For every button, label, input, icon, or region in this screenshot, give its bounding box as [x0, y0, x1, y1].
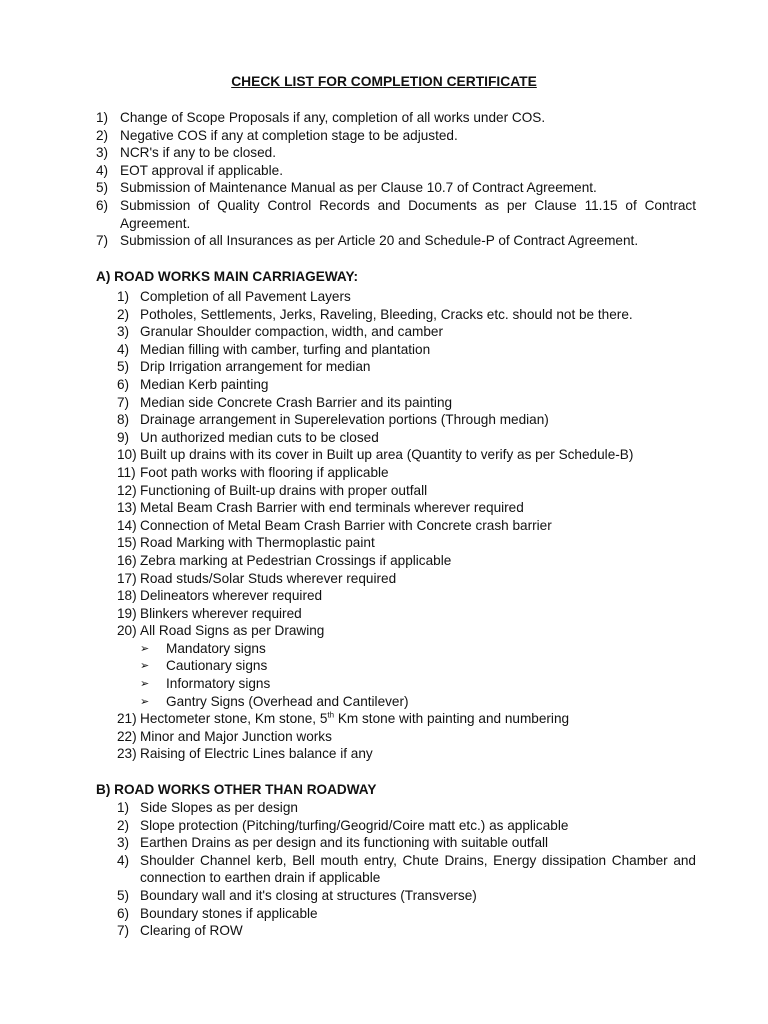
list-item: [117, 464, 696, 482]
sub-item-text: Mandatory signs: [166, 640, 266, 656]
item-number: 2): [117, 817, 130, 833]
list-item: [96, 144, 696, 162]
list-item: [117, 710, 696, 728]
item-text: Un authorized median cuts to be closed: [140, 429, 379, 445]
item-text: Potholes, Settlements, Jerks, Raveling, Bleeding, Cracks etc. should not be there.: [140, 306, 633, 322]
item-number: 4): [117, 852, 130, 868]
list-item: [117, 323, 696, 341]
item-text: Median side Concrete Crash Barrier and its painting: [140, 394, 453, 410]
list-item: [117, 552, 696, 570]
item-text: Slope protection (Pitching/turfing/Geogrid/Coire matt etc.) as applicable: [140, 817, 569, 833]
list-item: [117, 306, 696, 324]
list-item: [117, 587, 696, 605]
item-text: Delineators wherever required: [140, 588, 323, 604]
item-number: 20): [117, 623, 137, 639]
item-number: 1): [96, 110, 109, 125]
item-number: 11): [117, 464, 136, 480]
item-number: 3): [117, 835, 130, 851]
sub-item-text: Cautionary signs: [166, 658, 268, 674]
list-item: [117, 482, 696, 500]
ordinal-superscript: th: [327, 710, 335, 720]
item-text-post: Km stone with painting and numbering: [334, 711, 570, 727]
list-item: [96, 127, 696, 145]
item-text: Submission of Maintenance Manual as per Clause 10.7 of Contract Agreement.: [120, 180, 597, 196]
item-number: 8): [117, 412, 130, 428]
item-number: 1): [117, 289, 130, 304]
item-text: Negative COS if any at completion stage to be adjusted.: [120, 127, 458, 143]
sign-sub-item: [117, 640, 696, 658]
item-text: Connection of Metal Beam Crash Barrier with Concrete crash barrier: [140, 517, 552, 533]
list-item: [96, 179, 696, 197]
sign-sub-item: [117, 693, 696, 711]
item-number: 3): [96, 145, 109, 161]
list-item: [117, 358, 696, 376]
list-item: [117, 499, 696, 517]
item-text: [117, 710, 696, 728]
list-item: [117, 799, 696, 817]
intro-list: [96, 109, 696, 250]
page-title: CHECK LIST FOR COMPLETION CERTIFICATE: [231, 74, 537, 89]
list-item: [117, 605, 696, 623]
item-number: 21): [117, 711, 137, 727]
item-number: 10): [117, 447, 137, 463]
list-item: [117, 922, 696, 940]
item-number: 16): [117, 552, 137, 568]
sub-item-text: Informatory signs: [166, 676, 271, 692]
item-number: 18): [117, 588, 137, 604]
item-number: 6): [117, 905, 130, 921]
item-number: 2): [117, 306, 130, 322]
item-text: Blinkers wherever required: [140, 605, 302, 621]
item-number: 19): [117, 605, 137, 621]
list-item: [117, 817, 696, 835]
list-item: [117, 394, 696, 412]
item-text: Foot path works with flooring if applicable: [140, 464, 389, 480]
item-text: Drainage arrangement in Superelevation portions (Through median): [140, 412, 549, 428]
item-text: Zebra marking at Pedestrian Crossings if applicable: [140, 552, 452, 568]
list-item: [96, 232, 696, 250]
arrow-bullet-icon: ➢: [140, 694, 150, 708]
arrow-bullet-icon: ➢: [140, 677, 150, 691]
section-b-list: [117, 799, 696, 940]
item-number: 15): [117, 535, 137, 551]
item-number: 17): [117, 570, 137, 586]
item-text: Submission of Quality Control Records and Documents as per Clause 11.15 of Contract Agreement.: [120, 197, 696, 231]
item-text: Side Slopes as per design: [140, 800, 298, 815]
item-text: Granular Shoulder compaction, width, and camber: [140, 324, 443, 340]
item-number: 7): [117, 394, 130, 410]
section-a-list: [117, 288, 696, 763]
item-text: Completion of all Pavement Layers: [140, 289, 351, 304]
item-text: NCR's if any to be closed.: [120, 145, 276, 161]
list-item: [117, 834, 696, 852]
list-item: [117, 429, 696, 447]
item-number: 6): [117, 376, 130, 392]
item-number: 2): [96, 127, 109, 143]
list-item: [117, 887, 696, 905]
list-item: [117, 745, 696, 763]
list-item: [117, 728, 696, 746]
item-text: Change of Scope Proposals if any, completion of all works under COS.: [120, 110, 546, 125]
item-text: Boundary stones if applicable: [140, 905, 318, 921]
item-text: All Road Signs as per Drawing: [140, 623, 325, 639]
item-number: 22): [117, 728, 137, 744]
item-number: 7): [96, 233, 109, 249]
item-number: 4): [96, 162, 109, 178]
item-text: Shoulder Channel kerb, Bell mouth entry, Chute Drains, Energy dissipation Chamber and connection to earthen drain if applicable: [140, 852, 696, 886]
item-text: Minor and Major Junction works: [140, 728, 332, 744]
list-item: [117, 446, 696, 464]
item-number: 6): [96, 197, 109, 213]
section-b-heading: B) ROAD WORKS OTHER THAN ROADWAY: [96, 782, 377, 797]
list-item: [117, 852, 696, 887]
item-number: 5): [96, 180, 109, 196]
list-item: [96, 197, 696, 232]
list-item: [117, 534, 696, 552]
item-text: Built up drains with its cover in Built up area (Quantity to verify as per Schedule-B): [140, 447, 634, 463]
list-item: [117, 570, 696, 588]
item-number: 23): [117, 746, 137, 762]
item-text: Raising of Electric Lines balance if any: [140, 746, 373, 762]
item-number: 12): [117, 482, 137, 498]
item-number: 4): [117, 341, 130, 357]
item-number: 7): [117, 923, 130, 939]
list-item: [117, 288, 696, 306]
item-text: Functioning of Built-up drains with proper outfall: [140, 482, 428, 498]
item-text: Drip Irrigation arrangement for median: [140, 359, 371, 375]
arrow-bullet-icon: ➢: [140, 659, 150, 673]
item-text: EOT approval if applicable.: [120, 162, 283, 178]
item-text-pre: Hectometer stone, Km stone, 5: [140, 711, 328, 727]
item-number: 5): [117, 359, 130, 375]
item-number: 5): [117, 887, 130, 903]
item-text: Metal Beam Crash Barrier with end terminals wherever required: [140, 500, 524, 516]
sign-sub-item: [117, 657, 696, 675]
item-number: 14): [117, 517, 137, 533]
list-item: [117, 376, 696, 394]
item-text: Boundary wall and it's closing at structures (Transverse): [140, 887, 477, 903]
item-number: 3): [117, 324, 130, 340]
item-text: Clearing of ROW: [140, 923, 243, 939]
list-item: [96, 109, 696, 127]
list-item: [117, 341, 696, 359]
item-text: Road studs/Solar Studs wherever required: [140, 570, 397, 586]
list-item: [96, 162, 696, 180]
item-text: Submission of all Insurances as per Article 20 and Schedule-P of Contract Agreement.: [120, 233, 639, 249]
sub-item-text: Gantry Signs (Overhead and Cantilever): [166, 693, 409, 709]
item-text: Road Marking with Thermoplastic paint: [140, 535, 375, 551]
item-text: Median Kerb painting: [140, 376, 269, 392]
arrow-bullet-icon: ➢: [140, 641, 150, 655]
item-text: Median filling with camber, turfing and plantation: [140, 341, 431, 357]
list-item: [117, 411, 696, 429]
list-item: [117, 622, 696, 640]
section-a-heading: A) ROAD WORKS MAIN CARRIAGEWAY:: [96, 269, 359, 284]
list-item: [117, 517, 696, 535]
item-number: 1): [117, 800, 130, 815]
item-number: 13): [117, 500, 137, 516]
list-item: [117, 905, 696, 923]
item-text: Earthen Drains as per design and its functioning with suitable outfall: [140, 835, 549, 851]
sign-sub-item: [117, 675, 696, 693]
item-number: 9): [117, 429, 130, 445]
